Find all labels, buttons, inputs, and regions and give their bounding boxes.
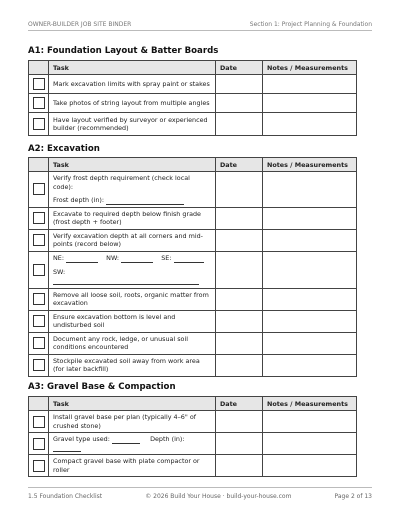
- task-text: Compact gravel base with plate compactor or roller: [49, 455, 216, 477]
- date-cell[interactable]: [216, 172, 263, 208]
- se-field[interactable]: [174, 255, 204, 263]
- section-a2-title: A2: Excavation: [28, 144, 100, 154]
- notes-cell[interactable]: [263, 207, 357, 229]
- task-column-header: Task: [49, 397, 216, 411]
- table-row: [29, 288, 357, 310]
- nw-field[interactable]: [121, 255, 153, 263]
- page-footer: [28, 487, 372, 500]
- table-row: [29, 411, 357, 433]
- date-column-header: Date: [216, 61, 263, 75]
- task-cell: [49, 172, 216, 208]
- notes-cell[interactable]: [263, 75, 357, 94]
- date-cell[interactable]: [216, 229, 263, 251]
- ne-label: NE:: [53, 254, 64, 263]
- checkbox[interactable]: [33, 78, 45, 90]
- page-number: Page 2 of 13: [334, 493, 372, 500]
- table-row: [29, 207, 357, 229]
- notes-column-header: Notes / Measurements: [263, 158, 357, 172]
- task-text: Mark excavation limits with spray paint or stakes: [49, 75, 216, 94]
- table-row: [29, 354, 357, 376]
- sw-label: SW:: [53, 267, 66, 276]
- footer-doc-name: 1.5 Foundation Checklist: [28, 493, 103, 500]
- table-header-row: [29, 158, 357, 172]
- checkbox[interactable]: [33, 438, 45, 450]
- date-cell[interactable]: [216, 332, 263, 354]
- task-cell: [49, 433, 216, 455]
- date-cell[interactable]: [216, 251, 263, 288]
- task-column-header: Task: [49, 61, 216, 75]
- task-column-header: Task: [49, 158, 216, 172]
- table-row: [29, 332, 357, 354]
- checkbox[interactable]: [33, 359, 45, 371]
- notes-cell[interactable]: [263, 411, 357, 433]
- notes-column-header: Notes / Measurements: [263, 61, 357, 75]
- date-cell[interactable]: [216, 288, 263, 310]
- task-text: Ensure excavation bottom is level and undisturbed soil: [49, 310, 216, 332]
- checkbox[interactable]: [33, 416, 45, 428]
- task-text: Verify frost depth requirement (check local code):: [53, 174, 190, 191]
- checkbox[interactable]: [33, 183, 45, 195]
- notes-cell[interactable]: [263, 229, 357, 251]
- table-a3: [28, 396, 357, 477]
- checkbox[interactable]: [33, 264, 45, 276]
- table-header-row: [29, 397, 357, 411]
- footer-copyright: © 2026 Build Your House · build-your-house.com: [145, 493, 292, 500]
- task-text: Excavate to required depth below finish grade (frost depth + footer): [49, 207, 216, 229]
- table-row: [29, 433, 357, 455]
- task-text: Remove all loose soil, roots, organic matter from excavation: [49, 288, 216, 310]
- section-a1-title: A1: Foundation Layout & Batter Boards: [28, 46, 219, 56]
- notes-cell[interactable]: [263, 455, 357, 477]
- frost-depth-field[interactable]: [106, 197, 184, 205]
- date-cell[interactable]: [216, 94, 263, 113]
- notes-column-header: Notes / Measurements: [263, 397, 357, 411]
- table-header-row: [29, 61, 357, 75]
- ne-field[interactable]: [66, 255, 98, 263]
- date-column-header: Date: [216, 397, 263, 411]
- table-a2: [28, 157, 357, 377]
- task-text: Install gravel base per plan (typically 4–6" of crushed stone): [49, 411, 216, 433]
- checkbox[interactable]: [33, 460, 45, 472]
- depth-label: Depth (in):: [150, 435, 185, 443]
- section-a3-title: A3: Gravel Base & Compaction: [28, 382, 176, 392]
- sw-field[interactable]: [53, 277, 199, 285]
- date-cell[interactable]: [216, 354, 263, 376]
- task-text: Take photos of string layout from multiple angles: [49, 94, 216, 113]
- notes-cell[interactable]: [263, 332, 357, 354]
- checkbox[interactable]: [33, 337, 45, 349]
- gravel-type-label: Gravel type used:: [53, 435, 110, 443]
- nw-label: NW:: [106, 254, 120, 263]
- checkbox[interactable]: [33, 118, 45, 130]
- date-cell[interactable]: [216, 411, 263, 433]
- checkbox[interactable]: [33, 97, 45, 109]
- table-row: [29, 229, 357, 251]
- checkbox[interactable]: [33, 212, 45, 224]
- notes-cell[interactable]: [263, 310, 357, 332]
- task-cell: [49, 251, 216, 288]
- task-text: Have layout verified by surveyor or experienced builder (recommended): [49, 113, 216, 136]
- table-row: [29, 172, 357, 208]
- se-label: SE:: [161, 254, 172, 263]
- table-row: [29, 113, 357, 136]
- notes-cell[interactable]: [263, 288, 357, 310]
- binder-title: OWNER-BUILDER JOB SITE BINDER: [28, 21, 132, 28]
- task-text: Stockpile excavated soil away from work area (for later backfill): [49, 354, 216, 376]
- date-cell[interactable]: [216, 455, 263, 477]
- table-row: [29, 251, 357, 288]
- notes-cell[interactable]: [263, 172, 357, 208]
- checkbox[interactable]: [33, 234, 45, 246]
- table-row: [29, 455, 357, 477]
- date-column-header: Date: [216, 158, 263, 172]
- gravel-type-field[interactable]: [112, 436, 140, 444]
- page-header: [28, 14, 372, 31]
- section-label: Section 1: Project Planning & Foundation: [249, 21, 372, 28]
- task-text: Verify excavation depth at all corners and mid-points (record below): [49, 229, 216, 251]
- table-a1: [28, 60, 357, 136]
- notes-cell[interactable]: [263, 94, 357, 113]
- date-cell[interactable]: [216, 310, 263, 332]
- date-cell[interactable]: [216, 207, 263, 229]
- notes-cell[interactable]: [263, 433, 357, 455]
- table-row: [29, 310, 357, 332]
- task-text: Document any rock, ledge, or unusual soil conditions encountered: [49, 332, 216, 354]
- depth-field[interactable]: [53, 444, 81, 452]
- frost-depth-label: Frost depth (in):: [53, 196, 105, 204]
- notes-cell[interactable]: [263, 113, 357, 136]
- date-cell[interactable]: [216, 433, 263, 455]
- table-row: [29, 75, 357, 94]
- date-cell[interactable]: [216, 75, 263, 94]
- table-row: [29, 94, 357, 113]
- notes-cell[interactable]: [263, 354, 357, 376]
- checkbox[interactable]: [33, 293, 45, 305]
- notes-cell[interactable]: [263, 251, 357, 288]
- date-cell[interactable]: [216, 113, 263, 136]
- checkbox[interactable]: [33, 315, 45, 327]
